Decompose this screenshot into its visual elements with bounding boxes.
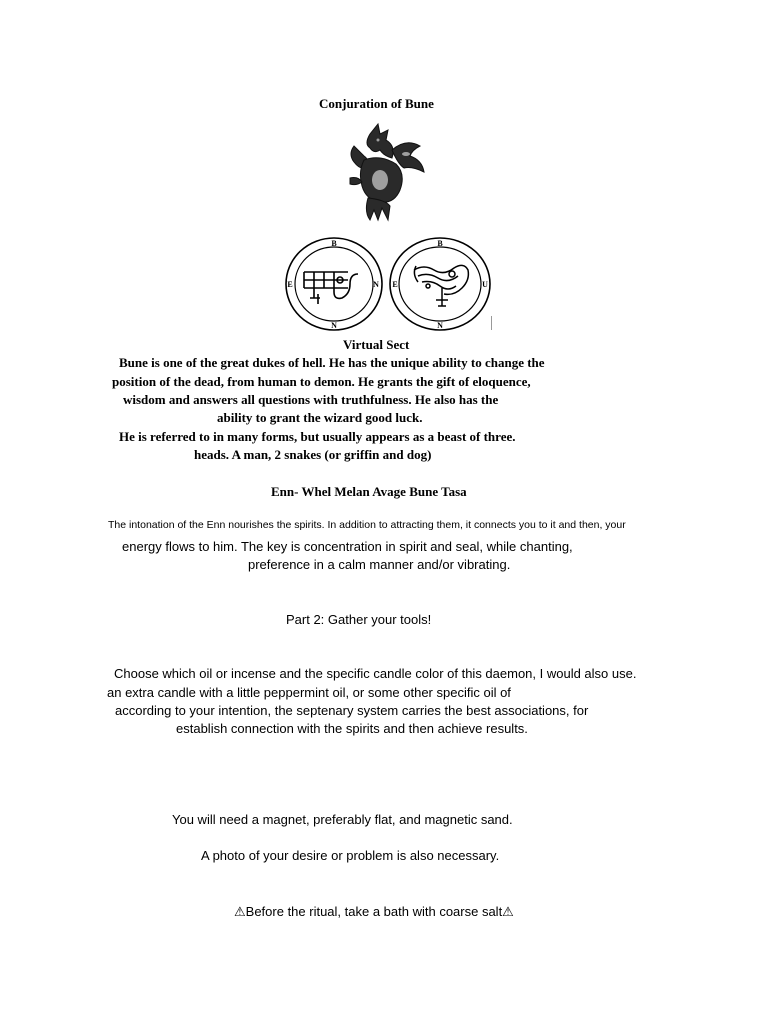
intro-line: heads. A man, 2 snakes (or griffin and dog) [194, 447, 432, 462]
tools-line: an extra candle with a little peppermint oil, or some other specific oil of [107, 685, 511, 700]
intro-line: position of the dead, from human to demon. He grants the gift of eloquence, [112, 374, 531, 389]
enn-heading: Enn- Whel Melan Avage Bune Tasa [271, 484, 467, 499]
scan-mark [491, 316, 492, 330]
seal-right-left-letter: E [392, 280, 398, 289]
seal-left-bottom-letter: N [331, 321, 337, 330]
seal-right-right-letter: U [482, 280, 488, 289]
enn-note-line: preference in a calm manner and/or vibrating. [248, 557, 511, 572]
intro-line: ability to grant the wizard good luck. [217, 410, 423, 425]
tools-line: Choose which oil or incense and the specific candle color of this daemon, I would also use. [114, 666, 637, 681]
seal-right-bottom-letter: N [437, 321, 443, 330]
tools-line: establish connection with the spirits and then achieve results. [176, 721, 528, 736]
magnet-line: You will need a magnet, preferably flat, and magnetic sand. [172, 812, 513, 827]
intro-line: He is referred to in many forms, but usually appears as a beast of three. [119, 429, 516, 444]
seal-of-bune-left [284, 236, 384, 332]
part2-heading: Part 2: Gather your tools! [286, 612, 432, 627]
seal-left-top-letter: B [331, 239, 337, 248]
enn-note-line: energy flows to him. The key is concentration in spirit and seal, while chanting, [122, 539, 573, 554]
seal-of-bune-right [388, 236, 494, 332]
intro-line: Bune is one of the great dukes of hell. He has the unique ability to change the [119, 355, 545, 370]
photo-line: A photo of your desire or problem is also necessary. [201, 848, 500, 863]
page-title: Conjuration of Bune [319, 96, 434, 111]
beast-illustration [340, 120, 430, 224]
seal-left-right-letter: N [373, 280, 379, 289]
subtitle: Virtual Sect [343, 337, 410, 352]
bath-warning: ⚠Before the ritual, take a bath with coarse salt⚠ [234, 904, 514, 919]
seal-right-top-letter: B [437, 239, 443, 248]
enn-note-line: The intonation of the Enn nourishes the spirits. In addition to attracting them, it connects you to it and then, your [108, 519, 626, 531]
intro-line: wisdom and answers all questions with truthfulness. He also has the [123, 392, 499, 407]
seal-left-left-letter: E [287, 280, 293, 289]
tools-line: according to your intention, the septenary system carries the best associations, for [115, 703, 589, 718]
